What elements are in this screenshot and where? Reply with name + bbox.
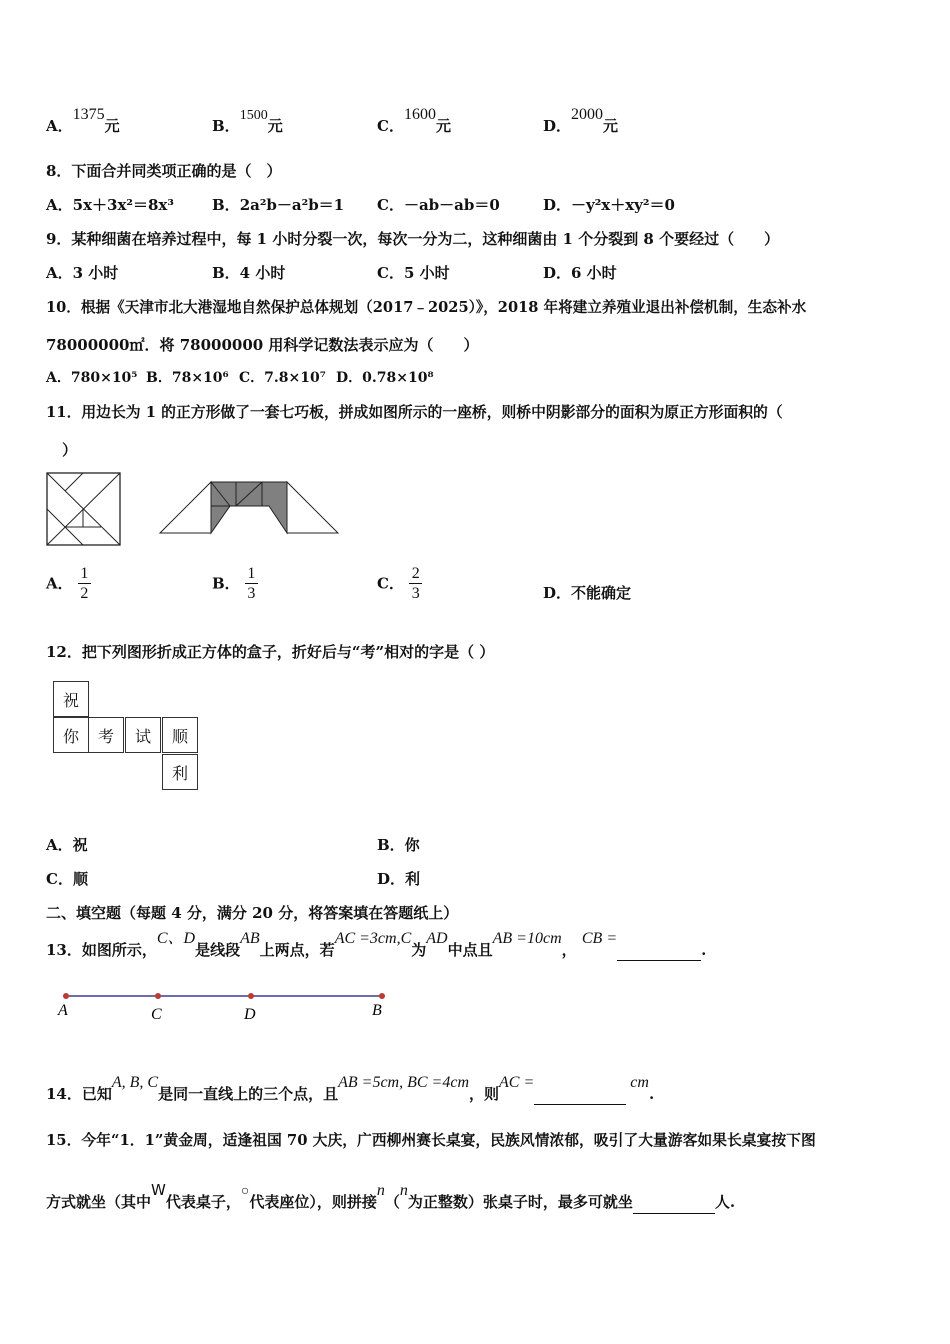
q15-line2: 方式就坐（其中W代表桌子，○代表座位），则拼接n（n为正整数）张桌子时，最多可就坐 人. — [46, 1192, 735, 1214]
q10-line1: 10．根据《天津市北大港湿地自然保护总体规划（2017﹣2025）》，2018 年将建立养殖业退出补偿机制，生态补水 — [46, 299, 807, 316]
point-a — [63, 993, 69, 999]
q9-option-d: D．6 小时 — [543, 264, 617, 282]
q9-stem: 9．某种细菌在培养过程中，每 1 小时分裂一次，每次一分为二，这种细菌由 1 个分裂到 8 个要经过（ ） — [46, 230, 780, 248]
q7-option-b: B．1500元 — [212, 108, 283, 135]
tangram-square-figure — [46, 472, 122, 546]
q10-option-b: B．78×10⁶ — [146, 370, 229, 386]
cube-net-cell-zhu: 祝 — [53, 681, 89, 717]
q11-line1: 11．用边长为 1 的正方形做了一套七巧板，拼成如图所示的一座桥，则桥中阴影部分的面积为原正方形面积的（ — [46, 404, 783, 421]
q8-option-d: D．－y²x＋xy²＝0 — [543, 196, 675, 214]
q14-stem: 14．已知A, B, C是同一直线上的三个点，且AB =5cm, BC =4cm，则AC = cm. — [46, 1074, 655, 1103]
label-a: A — [58, 1002, 68, 1019]
table-symbol-icon: W — [151, 1181, 166, 1199]
cube-net-cell-shun: 顺 — [162, 717, 198, 753]
cube-net-cell-ni: 你 — [53, 717, 89, 753]
seat-symbol-icon: ○ — [240, 1184, 250, 1199]
q10-option-a: A．780×10⁵ — [46, 370, 138, 386]
q13-answer-blank[interactable] — [617, 944, 701, 961]
q11-option-a: A． $\frac{1}{2}$ — [46, 565, 91, 602]
q11-option-c: C． $\frac{2}{3}$ — [377, 565, 422, 602]
q11-option-d: D．不能确定 — [543, 584, 632, 602]
q8-option-a: A．5x＋3x²＝8x³ — [46, 196, 174, 214]
q14-answer-blank[interactable] — [534, 1088, 626, 1105]
q15-line1: 15．今年“1．1”黄金周，适逢祖国 70 大庆，广西柳州赛长桌宴，民族风情浓郁，吸引了大量游客如果长桌宴按下图 — [46, 1132, 816, 1149]
tangram-bridge-figure — [158, 479, 340, 535]
q11-line2: ） — [62, 441, 78, 459]
q13-stem: 13．如图所示，C、D是线段AB上两点，若AC =3cm,C为AD中点且AB =10cm， CB =. — [46, 930, 707, 959]
section-heading-fill-in: 二、填空题（每题 4 分，满分 20 分，将答案填在答题纸上） — [46, 904, 459, 922]
q12-option-d: D．利 — [377, 870, 421, 888]
q11-option-b: B． $\frac{1}{3}$ — [212, 565, 258, 602]
q10-option-d: D．0.78×10⁸ — [336, 370, 434, 386]
q15-answer-blank[interactable] — [633, 1197, 715, 1214]
label-b: B — [372, 1002, 382, 1019]
q7-option-d: D．2000元 — [543, 106, 619, 135]
q10-line2: 78000000㎡．将 78000000 用科学记数法表示应为（ ） — [46, 336, 479, 354]
cube-net-cell-li: 利 — [162, 754, 198, 790]
q7-option-a: A．1375元 — [46, 106, 120, 135]
q7-option-c: C．1600元 — [377, 106, 451, 135]
label-d: D — [244, 1006, 256, 1023]
q8-option-b: B．2a²b－a²b＝1 — [212, 196, 345, 214]
label-c: C — [151, 1006, 162, 1023]
q10-option-c: C．7.8×10⁷ — [239, 370, 326, 386]
point-d — [248, 993, 254, 999]
q9-option-a: A．3 小时 — [46, 264, 119, 282]
point-b — [379, 993, 385, 999]
q8-stem: 8．下面合并同类项正确的是（ ） — [46, 162, 282, 180]
q12-option-b: B．你 — [377, 836, 420, 854]
q9-option-b: B．4 小时 — [212, 264, 286, 282]
cube-net-cell-shi: 试 — [125, 717, 161, 753]
q13-segment-figure — [55, 988, 395, 1024]
q12-option-a: A．祝 — [46, 836, 88, 854]
q8-option-c: C．－ab－ab＝0 — [377, 196, 500, 214]
q12-stem: 12．把下列图形折成正方体的盒子，折好后与“考”相对的字是（ ） — [46, 643, 495, 661]
cube-net-cell-kao: 考 — [88, 717, 124, 753]
point-c — [155, 993, 161, 999]
q9-option-c: C．5 小时 — [377, 264, 450, 282]
q12-option-c: C．顺 — [46, 870, 88, 888]
